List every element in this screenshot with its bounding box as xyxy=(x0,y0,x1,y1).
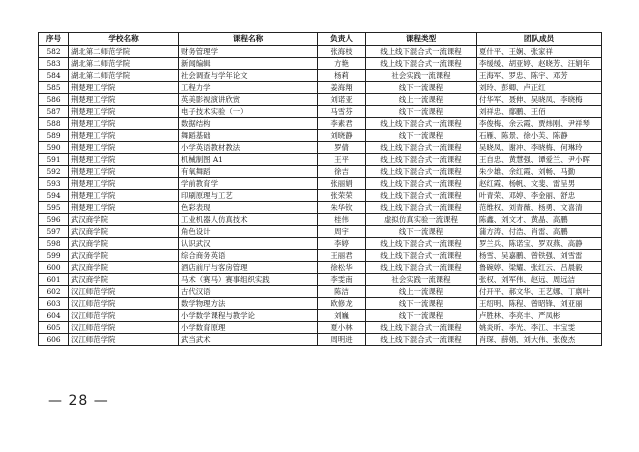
cell-course: 角色设计 xyxy=(179,226,318,238)
cell-school: 汉江师范学院 xyxy=(69,286,179,298)
table-row xyxy=(39,238,602,250)
table-body xyxy=(39,46,602,346)
cell-course: 工程力学 xyxy=(179,82,318,94)
cell-course: 数学物理方法 xyxy=(179,298,318,310)
cell-index: 587 xyxy=(39,106,69,118)
table-row xyxy=(39,334,602,346)
table-row xyxy=(39,142,602,154)
cell-lead: 马雪芬 xyxy=(318,106,366,118)
cell-school: 武汉商学院 xyxy=(69,262,179,274)
cell-lead: 李素君 xyxy=(318,118,366,130)
cell-members: 杨雪、吴嘉鹏、曾铁强、刘雪雷 xyxy=(477,250,602,262)
cell-index: 583 xyxy=(39,58,69,70)
cell-school: 武汉商学院 xyxy=(69,274,179,286)
cell-type: 线上线下混合式一流课程 xyxy=(366,46,477,58)
cell-lead: 欧修龙 xyxy=(318,298,366,310)
table-row xyxy=(39,46,602,58)
cell-lead: 姜海翔 xyxy=(318,82,366,94)
cell-index: 596 xyxy=(39,214,69,226)
cell-lead: 朱华钦 xyxy=(318,202,366,214)
cell-type: 线下一流课程 xyxy=(366,310,477,322)
table-row xyxy=(39,130,602,142)
cell-index: 592 xyxy=(39,166,69,178)
cell-members: 付华军、聂伸、吴晓凤、李晓梅 xyxy=(477,94,602,106)
cell-members: 石雁、陈景、徐小芙、陈静 xyxy=(477,130,602,142)
table-row xyxy=(39,190,602,202)
cell-members: 姚炎昕、李光、李江、丰宝雯 xyxy=(477,322,602,334)
cell-lead: 陈洁 xyxy=(318,286,366,298)
cell-type: 虚拟仿真实验一流课程 xyxy=(366,214,477,226)
cell-lead: 夏小林 xyxy=(318,322,366,334)
cell-course: 财务管理学 xyxy=(179,46,318,58)
cell-school: 武汉商学院 xyxy=(69,238,179,250)
table-row xyxy=(39,82,602,94)
cell-school: 汉江师范学院 xyxy=(69,298,179,310)
cell-course: 舞蹈基础 xyxy=(179,130,318,142)
table-row xyxy=(39,70,602,82)
cell-index: 594 xyxy=(39,190,69,202)
header-row xyxy=(39,33,602,46)
cell-members: 赵红霞、杨帆、文斐、雷呈男 xyxy=(477,178,602,190)
cell-lead: 王丽君 xyxy=(318,250,366,262)
cell-index: 593 xyxy=(39,178,69,190)
table-row xyxy=(39,202,602,214)
cell-type: 线上线下混合式一流课程 xyxy=(366,154,477,166)
cell-type: 线下一流课程 xyxy=(366,130,477,142)
cell-school: 武汉商学院 xyxy=(69,250,179,262)
table-row xyxy=(39,286,602,298)
cell-type: 线下一流课程 xyxy=(366,82,477,94)
cell-school: 荆楚理工学院 xyxy=(69,94,179,106)
cell-members: 王自忠、黄慧强、谭爱兰、尹小晖 xyxy=(477,154,602,166)
cell-school: 荆楚理工学院 xyxy=(69,82,179,94)
cell-lead: 桂伟 xyxy=(318,214,366,226)
cell-type: 线上线下混合式一流课程 xyxy=(366,118,477,130)
cell-members: 卢胜林、李亮丰、严凤彬 xyxy=(477,310,602,322)
table-row xyxy=(39,58,602,70)
cell-course: 认识武汉 xyxy=(179,238,318,250)
cell-type: 线上线下混合式一流课程 xyxy=(366,250,477,262)
cell-members: 张权、刘军伟、赵远、周远洁 xyxy=(477,274,602,286)
cell-index: 605 xyxy=(39,322,69,334)
cell-course: 综合商务英语 xyxy=(179,250,318,262)
table-row xyxy=(39,274,602,286)
cell-index: 591 xyxy=(39,154,69,166)
table-row xyxy=(39,106,602,118)
cell-school: 荆楚理工学院 xyxy=(69,130,179,142)
cell-type: 社会实践一流课程 xyxy=(366,274,477,286)
cell-school: 荆楚理工学院 xyxy=(69,142,179,154)
cell-type: 线上线下混合式一流课程 xyxy=(366,178,477,190)
table-row xyxy=(39,118,602,130)
cell-index: 588 xyxy=(39,118,69,130)
cell-lead: 李雯南 xyxy=(318,274,366,286)
cell-index: 600 xyxy=(39,262,69,274)
cell-members: 吴晓凤、谢冲、李晓梅、何琳玲 xyxy=(477,142,602,154)
cell-course: 武当武术 xyxy=(179,334,318,346)
cell-school: 荆楚理工学院 xyxy=(69,202,179,214)
cell-course: 古代汉语 xyxy=(179,286,318,298)
cell-course: 有氧舞蹈 xyxy=(179,166,318,178)
cell-lead: 王平 xyxy=(318,154,366,166)
cell-lead: 方艳 xyxy=(318,58,366,70)
cell-type: 线下一流课程 xyxy=(366,298,477,310)
cell-school: 湖北第二师范学院 xyxy=(69,70,179,82)
cell-members: 刘玲、彭卿、卢正红 xyxy=(477,82,602,94)
cell-type: 线上线下混合式一流课程 xyxy=(366,202,477,214)
cell-type: 线下一流课程 xyxy=(366,226,477,238)
cell-course: 数据结构 xyxy=(179,118,318,130)
page-number: — 28 — xyxy=(48,393,109,409)
cell-type: 线上线下混合式一流课程 xyxy=(366,238,477,250)
cell-index: 589 xyxy=(39,130,69,142)
cell-index: 582 xyxy=(39,46,69,58)
cell-lead: 周宇 xyxy=(318,226,366,238)
cell-lead: 刘诺亚 xyxy=(318,94,366,106)
cell-type: 线上线下混合式一流课程 xyxy=(366,190,477,202)
cell-school: 荆楚理工学院 xyxy=(69,190,179,202)
cell-index: 602 xyxy=(39,286,69,298)
cell-type: 线下一流课程 xyxy=(366,106,477,118)
cell-members: 罗兰兵、陈诺宝、罗双燕、高静 xyxy=(477,238,602,250)
cell-members: 李缓缓、胡亚婷、赵晓芳、汪娟年 xyxy=(477,58,602,70)
cell-course: 小学数学课程与教学论 xyxy=(179,310,318,322)
header-course: 课程名称 xyxy=(179,33,318,46)
table-row xyxy=(39,322,602,334)
cell-course: 学前教育学 xyxy=(179,178,318,190)
cell-school: 武汉商学院 xyxy=(69,214,179,226)
cell-lead: 徐吉 xyxy=(318,166,366,178)
cell-lead: 杨莉 xyxy=(318,70,366,82)
cell-lead: 徐松华 xyxy=(318,262,366,274)
cell-type: 线上线下混合式一流课程 xyxy=(366,142,477,154)
cell-course: 工业机器人仿真技术 xyxy=(179,214,318,226)
cell-index: 606 xyxy=(39,334,69,346)
cell-index: 590 xyxy=(39,142,69,154)
cell-type: 线上线下混合式一流课程 xyxy=(366,322,477,334)
cell-members: 叶青荣、邓婷、李金丽、舒忠 xyxy=(477,190,602,202)
header-members: 团队成员 xyxy=(477,33,602,46)
cell-school: 荆楚理工学院 xyxy=(69,166,179,178)
cell-index: 604 xyxy=(39,310,69,322)
cell-course: 马术（赛马）赛事组织实践 xyxy=(179,274,318,286)
cell-type: 社会实践一流课程 xyxy=(366,70,477,82)
cell-members: 蒲方涛、付浩、肖雷、高鹏 xyxy=(477,226,602,238)
cell-members: 付开平、郝文华、王艺娜、丁禀叶 xyxy=(477,286,602,298)
cell-members: 王绍明、陈程、曾昭锋、刘亚丽 xyxy=(477,298,602,310)
cell-lead: 张海枝 xyxy=(318,46,366,58)
cell-course: 英美影视演讲欣赏 xyxy=(179,94,318,106)
cell-index: 601 xyxy=(39,274,69,286)
cell-course: 色彩表现 xyxy=(179,202,318,214)
table-row xyxy=(39,166,602,178)
cell-school: 湖北第二师范学院 xyxy=(69,46,179,58)
table-row xyxy=(39,94,602,106)
cell-index: 598 xyxy=(39,238,69,250)
cell-members: 鲁碗婷、梁耀、张红云、吕晨毅 xyxy=(477,262,602,274)
cell-members: 陈鑫、刘文才、黄晶、高鹏 xyxy=(477,214,602,226)
cell-type: 线上一流课程 xyxy=(366,286,477,298)
table-row xyxy=(39,178,602,190)
table-row xyxy=(39,262,602,274)
header-type: 课程类型 xyxy=(366,33,477,46)
cell-index: 595 xyxy=(39,202,69,214)
course-table-container xyxy=(38,32,601,346)
cell-lead: 周明进 xyxy=(318,334,366,346)
cell-index: 597 xyxy=(39,226,69,238)
cell-course: 社会调查与学年论文 xyxy=(179,70,318,82)
cell-lead: 刘巍 xyxy=(318,310,366,322)
cell-school: 汉江师范学院 xyxy=(69,334,179,346)
cell-course: 新闻编辑 xyxy=(179,58,318,70)
cell-school: 荆楚理工学院 xyxy=(69,106,179,118)
cell-members: 范维权、刘青薇、杨勇、文喜清 xyxy=(477,202,602,214)
cell-lead: 张丽娟 xyxy=(318,178,366,190)
cell-school: 荆楚理工学院 xyxy=(69,154,179,166)
cell-course: 小学英语教材教法 xyxy=(179,142,318,154)
course-table xyxy=(38,32,602,346)
cell-course: 电子技术实验（一） xyxy=(179,106,318,118)
table-row xyxy=(39,154,602,166)
table-row xyxy=(39,214,602,226)
cell-members: 肖琛、薛娟、刘大伟、张俊杰 xyxy=(477,334,602,346)
cell-type: 线上一流课程 xyxy=(366,94,477,106)
header-school: 学校名称 xyxy=(69,33,179,46)
cell-type: 线上线下混合式一流课程 xyxy=(366,334,477,346)
cell-members: 夏什平、王娴、张家祥 xyxy=(477,46,602,58)
cell-school: 荆楚理工学院 xyxy=(69,178,179,190)
cell-course: 印刷原理与工艺 xyxy=(179,190,318,202)
cell-school: 武汉商学院 xyxy=(69,226,179,238)
cell-members: 李俊梅、余云霞、贾炜刚、尹祥琴 xyxy=(477,118,602,130)
header-index: 序号 xyxy=(39,33,69,46)
cell-lead: 罗倩 xyxy=(318,142,366,154)
table-row xyxy=(39,250,602,262)
cell-school: 汉江师范学院 xyxy=(69,310,179,322)
cell-type: 线上线下混合式一流课程 xyxy=(366,262,477,274)
cell-members: 王海军、罗忠、陈宇、邓芳 xyxy=(477,70,602,82)
cell-school: 湖北第二师范学院 xyxy=(69,58,179,70)
table-header xyxy=(39,33,602,46)
cell-index: 585 xyxy=(39,82,69,94)
cell-course: 机械制图 A1 xyxy=(179,154,318,166)
table-row xyxy=(39,298,602,310)
cell-index: 584 xyxy=(39,70,69,82)
cell-index: 599 xyxy=(39,250,69,262)
cell-members: 朱少雄、余红霞、刘畅、马勤 xyxy=(477,166,602,178)
cell-lead: 刘晓静 xyxy=(318,130,366,142)
cell-index: 603 xyxy=(39,298,69,310)
cell-type: 线上线下混合式一流课程 xyxy=(366,166,477,178)
cell-school: 荆楚理工学院 xyxy=(69,118,179,130)
cell-course: 酒店前厅与客房管理 xyxy=(179,262,318,274)
cell-lead: 张荣荣 xyxy=(318,190,366,202)
cell-course: 小学数育原理 xyxy=(179,322,318,334)
table-row xyxy=(39,226,602,238)
cell-index: 586 xyxy=(39,94,69,106)
cell-school: 汉江师范学院 xyxy=(69,322,179,334)
cell-members: 刘祥忠、鄢鹏、王佰 xyxy=(477,106,602,118)
cell-lead: 李婷 xyxy=(318,238,366,250)
header-lead: 负责人 xyxy=(318,33,366,46)
table-row xyxy=(39,310,602,322)
cell-type: 线上线下混合式一流课程 xyxy=(366,58,477,70)
